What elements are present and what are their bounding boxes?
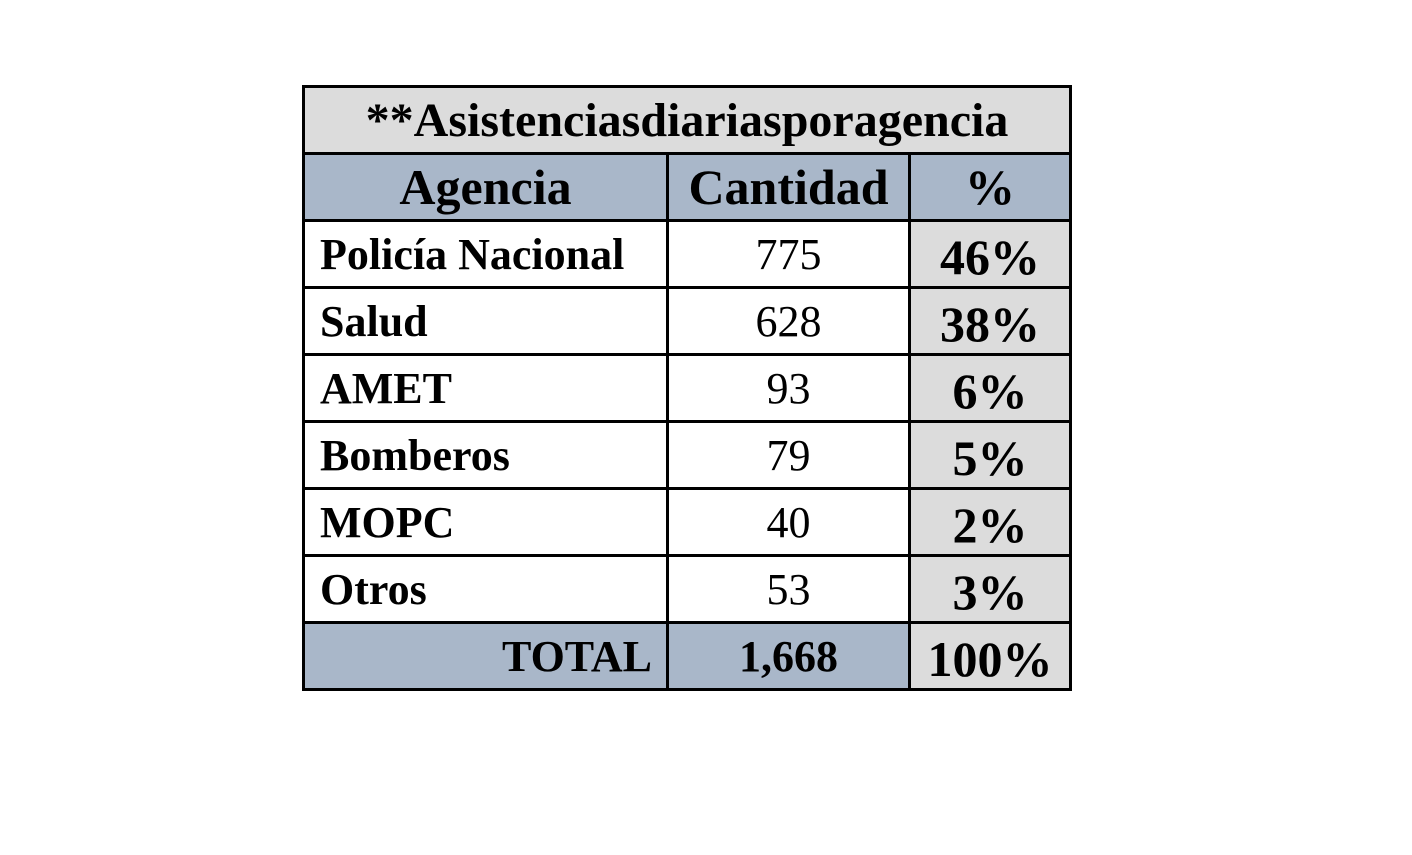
agency-cell: Otros (304, 556, 668, 623)
quantity-cell: 79 (668, 422, 910, 489)
table-row (304, 221, 1071, 288)
table-row (304, 556, 1071, 623)
table-title-row (304, 87, 1071, 154)
quantity-cell: 628 (668, 288, 910, 355)
total-quantity: 1,668 (668, 623, 910, 690)
agency-cell: AMET (304, 355, 668, 422)
column-header-percent: % (910, 154, 1071, 221)
percent-cell: 5% (910, 422, 1071, 489)
agency-assistance-table (302, 85, 1072, 691)
total-label: TOTAL (304, 623, 668, 690)
quantity-cell: 775 (668, 221, 910, 288)
quantity-cell: 53 (668, 556, 910, 623)
table-row (304, 355, 1071, 422)
agency-cell: MOPC (304, 489, 668, 556)
quantity-cell: 40 (668, 489, 910, 556)
table-row (304, 489, 1071, 556)
percent-cell: 6% (910, 355, 1071, 422)
column-header-agency: Agencia (304, 154, 668, 221)
percent-cell: 3% (910, 556, 1071, 623)
table-header-row (304, 154, 1071, 221)
total-percent: 100% (910, 623, 1071, 690)
table-row (304, 422, 1071, 489)
table-row (304, 288, 1071, 355)
percent-cell: 46% (910, 221, 1071, 288)
percent-cell: 38% (910, 288, 1071, 355)
table-total-row (304, 623, 1071, 690)
agency-cell: Policía Nacional (304, 221, 668, 288)
column-header-quantity: Cantidad (668, 154, 910, 221)
agency-cell: Salud (304, 288, 668, 355)
percent-cell: 2% (910, 489, 1071, 556)
agency-cell: Bomberos (304, 422, 668, 489)
table-title: **Asistenciasdiariasporagencia (304, 87, 1071, 154)
quantity-cell: 93 (668, 355, 910, 422)
